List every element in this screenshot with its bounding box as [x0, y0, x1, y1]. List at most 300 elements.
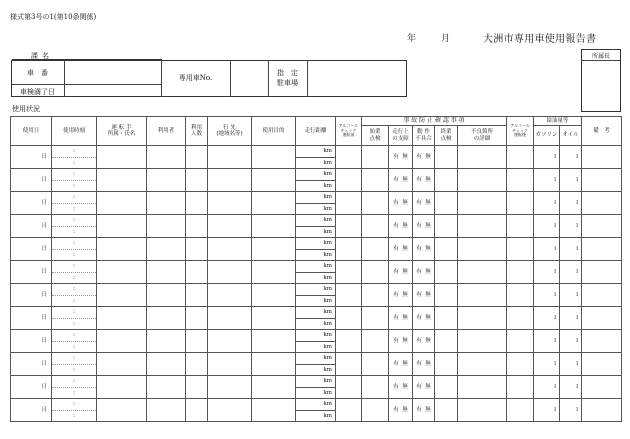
time-colon: :: [73, 194, 75, 201]
date-cell[interactable]: [11, 215, 52, 238]
distance-end-cell[interactable]: [296, 364, 336, 376]
purpose-cell[interactable]: [252, 169, 296, 192]
gas-cell[interactable]: [534, 399, 560, 422]
yes-option[interactable]: 有: [393, 291, 399, 298]
gas-cell[interactable]: [534, 330, 560, 353]
oil-cell[interactable]: [560, 146, 582, 169]
oil-cell[interactable]: [560, 284, 582, 307]
start-check-cell[interactable]: [362, 238, 389, 261]
purpose-cell[interactable]: [252, 238, 296, 261]
parking-field[interactable]: [309, 62, 405, 95]
no-option[interactable]: 無: [425, 176, 431, 183]
start-check-cell[interactable]: [362, 307, 389, 330]
alc-before-cell[interactable]: [336, 261, 362, 284]
oil-cell[interactable]: [560, 169, 582, 192]
no-option[interactable]: 無: [425, 314, 431, 321]
defect-cell[interactable]: [458, 399, 507, 422]
oil-cell[interactable]: [560, 238, 582, 261]
liter-unit: l: [576, 383, 578, 390]
liter-unit: l: [576, 314, 578, 321]
user-cell[interactable]: [147, 376, 186, 399]
distance-end-cell[interactable]: [296, 157, 336, 169]
alc-before-cell[interactable]: [336, 192, 362, 215]
purpose-cell[interactable]: [252, 261, 296, 284]
km-unit: km: [323, 378, 332, 385]
remarks-cell[interactable]: [582, 330, 622, 353]
malfunction-cell: [413, 376, 435, 399]
alc-after-cell[interactable]: [507, 238, 534, 261]
start-check-cell[interactable]: [362, 146, 389, 169]
yes-option[interactable]: 有: [393, 176, 399, 183]
time-end-cell[interactable]: [52, 364, 97, 376]
gas-cell[interactable]: [534, 146, 560, 169]
oil-cell[interactable]: [560, 376, 582, 399]
count-cell[interactable]: [186, 284, 208, 307]
remarks-cell[interactable]: [582, 192, 622, 215]
oil-cell[interactable]: [560, 192, 582, 215]
count-cell[interactable]: [186, 261, 208, 284]
dest-cell[interactable]: [208, 307, 252, 330]
dest-cell[interactable]: [208, 169, 252, 192]
yes-option[interactable]: 有: [416, 314, 422, 321]
yes-option[interactable]: 有: [393, 314, 399, 321]
no-option[interactable]: 無: [425, 245, 431, 252]
defect-cell[interactable]: [458, 330, 507, 353]
no-option[interactable]: 無: [425, 337, 431, 344]
oil-cell[interactable]: [560, 307, 582, 330]
section-field[interactable]: [70, 50, 160, 59]
distance-start-cell[interactable]: [296, 399, 336, 411]
liter-unit: l: [576, 199, 578, 206]
yes-option[interactable]: 有: [416, 406, 422, 413]
yes-option[interactable]: 有: [393, 153, 399, 160]
no-option[interactable]: 無: [425, 222, 431, 229]
alc-after-cell[interactable]: [507, 284, 534, 307]
driver-cell[interactable]: [97, 330, 147, 353]
alc-before-cell[interactable]: [336, 146, 362, 169]
alc-before-cell[interactable]: [336, 353, 362, 376]
remarks-cell[interactable]: [582, 215, 622, 238]
distance-start-cell[interactable]: [296, 192, 336, 204]
distance-end-cell[interactable]: [296, 272, 336, 284]
date-cell[interactable]: [11, 399, 52, 422]
count-cell[interactable]: [186, 192, 208, 215]
defect-cell[interactable]: [458, 215, 507, 238]
time-end-cell[interactable]: [52, 341, 97, 353]
time-colon: :: [73, 309, 75, 316]
distance-start-cell[interactable]: [296, 261, 336, 273]
distance-start-cell[interactable]: [296, 215, 336, 227]
purpose-cell[interactable]: [252, 376, 296, 399]
date-cell[interactable]: [11, 238, 52, 261]
end-check-cell[interactable]: [435, 307, 458, 330]
time-start-cell[interactable]: [52, 215, 97, 227]
driver-cell[interactable]: [97, 376, 147, 399]
purpose-cell[interactable]: [252, 399, 296, 422]
alc-before-cell[interactable]: [336, 399, 362, 422]
malfunction-cell: [413, 146, 435, 169]
user-cell[interactable]: [147, 284, 186, 307]
time-colon: :: [73, 159, 75, 166]
alc-after-cell[interactable]: [507, 376, 534, 399]
time-end-cell[interactable]: [52, 203, 97, 215]
table-row: [11, 169, 622, 181]
no-option[interactable]: 無: [402, 314, 408, 321]
driver-cell[interactable]: [97, 238, 147, 261]
count-cell[interactable]: [186, 146, 208, 169]
gas-cell[interactable]: [534, 353, 560, 376]
user-cell[interactable]: [147, 215, 186, 238]
no-option[interactable]: 無: [402, 176, 408, 183]
purpose-cell[interactable]: [252, 307, 296, 330]
start-check-cell[interactable]: [362, 330, 389, 353]
user-cell[interactable]: [147, 146, 186, 169]
remarks-cell[interactable]: [582, 399, 622, 422]
count-cell[interactable]: [186, 307, 208, 330]
date-cell[interactable]: [11, 376, 52, 399]
yes-option[interactable]: 有: [416, 383, 422, 390]
no-option[interactable]: 無: [402, 199, 408, 206]
start-check-cell[interactable]: [362, 284, 389, 307]
dest-cell[interactable]: [208, 215, 252, 238]
end-check-cell[interactable]: [435, 284, 458, 307]
start-check-cell[interactable]: [362, 376, 389, 399]
oil-cell[interactable]: [560, 399, 582, 422]
time-start-cell[interactable]: [52, 376, 97, 388]
remarks-cell[interactable]: [582, 146, 622, 169]
date-cell[interactable]: [11, 261, 52, 284]
end-check-cell[interactable]: [435, 330, 458, 353]
time-end-cell[interactable]: [52, 410, 97, 422]
date-cell[interactable]: [11, 146, 52, 169]
distance-end-cell[interactable]: [296, 387, 336, 399]
purpose-cell[interactable]: [252, 353, 296, 376]
defect-cell[interactable]: [458, 192, 507, 215]
no-option[interactable]: 無: [402, 268, 408, 275]
col-driver-1: 運 転 手: [111, 124, 132, 131]
alc-after-cell[interactable]: [507, 261, 534, 284]
purpose-cell[interactable]: [252, 215, 296, 238]
user-cell[interactable]: [147, 353, 186, 376]
yes-option[interactable]: 有: [393, 268, 399, 275]
no-option[interactable]: 無: [402, 383, 408, 390]
user-cell[interactable]: [147, 238, 186, 261]
inspection-field[interactable]: [66, 86, 160, 96]
alc-before-cell[interactable]: [336, 215, 362, 238]
count-cell[interactable]: [186, 238, 208, 261]
yes-option[interactable]: 有: [416, 199, 422, 206]
alc-after-cell[interactable]: [507, 169, 534, 192]
alc-after-cell[interactable]: [507, 215, 534, 238]
distance-start-cell[interactable]: [296, 353, 336, 365]
time-end-cell[interactable]: [52, 249, 97, 261]
time-start-cell[interactable]: [52, 330, 97, 342]
start-check-cell[interactable]: [362, 261, 389, 284]
driver-cell[interactable]: [97, 353, 147, 376]
defect-cell[interactable]: [458, 261, 507, 284]
remarks-cell[interactable]: [582, 238, 622, 261]
alc-after-cell[interactable]: [507, 330, 534, 353]
distance-end-cell[interactable]: [296, 226, 336, 238]
date-cell[interactable]: [11, 307, 52, 330]
end-check-cell[interactable]: [435, 399, 458, 422]
dest-cell[interactable]: [208, 192, 252, 215]
time-start-cell[interactable]: [52, 192, 97, 204]
alc-after-cell[interactable]: [507, 192, 534, 215]
col-malf-1: 動 作: [417, 129, 430, 136]
start-check-cell[interactable]: [362, 192, 389, 215]
distance-start-cell[interactable]: [296, 307, 336, 319]
no-option[interactable]: 無: [425, 360, 431, 367]
col-distance: 走行距離: [296, 117, 336, 146]
gas-cell[interactable]: [534, 169, 560, 192]
no-option[interactable]: 無: [402, 222, 408, 229]
dest-cell[interactable]: [208, 376, 252, 399]
gas-cell[interactable]: [534, 284, 560, 307]
km-unit: km: [323, 205, 332, 212]
table-row: [11, 146, 622, 158]
date-cell[interactable]: [11, 353, 52, 376]
yes-option[interactable]: 有: [393, 406, 399, 413]
alc-before-cell[interactable]: [336, 307, 362, 330]
no-option[interactable]: 無: [402, 406, 408, 413]
yes-option[interactable]: 有: [416, 176, 422, 183]
end-check-cell[interactable]: [435, 146, 458, 169]
col-driver-2: 所属・氏名: [107, 131, 136, 137]
start-check-cell[interactable]: [362, 399, 389, 422]
purpose-cell[interactable]: [252, 146, 296, 169]
km-unit: km: [323, 401, 332, 408]
km-unit: km: [323, 332, 332, 339]
purpose-cell[interactable]: [252, 330, 296, 353]
alc-before-cell[interactable]: [336, 169, 362, 192]
defect-cell[interactable]: [458, 284, 507, 307]
distance-start-cell[interactable]: [296, 330, 336, 342]
dest-cell[interactable]: [208, 238, 252, 261]
defect-cell[interactable]: [458, 307, 507, 330]
end-check-cell[interactable]: [435, 192, 458, 215]
time-start-cell[interactable]: [52, 399, 97, 411]
alc-after-cell[interactable]: [507, 307, 534, 330]
yes-option[interactable]: 有: [393, 222, 399, 229]
gas-cell[interactable]: [534, 376, 560, 399]
time-end-cell[interactable]: [52, 387, 97, 399]
start-check-cell[interactable]: [362, 353, 389, 376]
distance-end-cell[interactable]: [296, 318, 336, 330]
time-end-cell[interactable]: [52, 318, 97, 330]
date-cell[interactable]: [11, 330, 52, 353]
user-cell[interactable]: [147, 399, 186, 422]
distance-start-cell[interactable]: [296, 376, 336, 388]
user-cell[interactable]: [147, 261, 186, 284]
defect-cell[interactable]: [458, 238, 507, 261]
purpose-cell[interactable]: [252, 192, 296, 215]
date-cell[interactable]: [11, 169, 52, 192]
distance-start-cell[interactable]: [296, 146, 336, 158]
remarks-cell[interactable]: [582, 169, 622, 192]
end-check-cell[interactable]: [435, 376, 458, 399]
time-start-cell[interactable]: [52, 307, 97, 319]
no-option[interactable]: 無: [425, 199, 431, 206]
report-title: 大洲市専用車使用報告書: [483, 34, 597, 45]
time-end-cell[interactable]: [52, 157, 97, 169]
no-option[interactable]: 無: [425, 383, 431, 390]
distance-end-cell[interactable]: [296, 410, 336, 422]
alc-before-cell[interactable]: [336, 284, 362, 307]
date-unit: 日: [41, 176, 47, 183]
alc-before-cell[interactable]: [336, 376, 362, 399]
dest-cell[interactable]: [208, 284, 252, 307]
count-cell[interactable]: [186, 215, 208, 238]
oil-cell[interactable]: [560, 215, 582, 238]
count-cell[interactable]: [186, 330, 208, 353]
no-option[interactable]: 無: [425, 268, 431, 275]
time-end-cell[interactable]: [52, 226, 97, 238]
distance-start-cell[interactable]: [296, 238, 336, 250]
time-start-cell[interactable]: [52, 353, 97, 365]
vehicle-no-field[interactable]: [232, 62, 267, 95]
table-row: [11, 353, 622, 365]
yes-option[interactable]: 有: [416, 360, 422, 367]
yes-option[interactable]: 有: [393, 199, 399, 206]
dest-cell[interactable]: [208, 146, 252, 169]
purpose-cell[interactable]: [252, 284, 296, 307]
alc-before-cell[interactable]: [336, 238, 362, 261]
yes-option[interactable]: 有: [416, 268, 422, 275]
remarks-cell[interactable]: [582, 353, 622, 376]
gas-cell[interactable]: [534, 215, 560, 238]
end-check-cell[interactable]: [435, 169, 458, 192]
remarks-cell[interactable]: [582, 261, 622, 284]
defect-cell[interactable]: [458, 146, 507, 169]
gas-cell[interactable]: [534, 192, 560, 215]
no-option[interactable]: 無: [402, 153, 408, 160]
no-option[interactable]: 無: [402, 337, 408, 344]
alc-after-cell[interactable]: [507, 399, 534, 422]
driver-cell[interactable]: [97, 146, 147, 169]
driver-cell[interactable]: [97, 192, 147, 215]
distance-end-cell[interactable]: [296, 249, 336, 261]
yes-option[interactable]: 有: [393, 245, 399, 252]
alc-after-cell[interactable]: [507, 353, 534, 376]
no-option[interactable]: 無: [425, 153, 431, 160]
date-unit: 日: [41, 245, 47, 252]
remarks-cell[interactable]: [582, 284, 622, 307]
no-option[interactable]: 無: [402, 245, 408, 252]
yes-option[interactable]: 有: [416, 291, 422, 298]
dest-cell[interactable]: [208, 353, 252, 376]
defect-cell[interactable]: [458, 376, 507, 399]
malfunction-cell: [413, 215, 435, 238]
end-check-cell[interactable]: [435, 215, 458, 238]
alc-before-cell[interactable]: [336, 330, 362, 353]
user-cell[interactable]: [147, 307, 186, 330]
date-cell[interactable]: [11, 192, 52, 215]
yes-option[interactable]: 有: [393, 360, 399, 367]
distance-start-cell[interactable]: [296, 169, 336, 181]
driver-cell[interactable]: [97, 215, 147, 238]
time-start-cell[interactable]: [52, 169, 97, 181]
yes-option[interactable]: 有: [416, 153, 422, 160]
dest-cell[interactable]: [208, 399, 252, 422]
km-unit: km: [323, 251, 332, 258]
yes-option[interactable]: 有: [416, 337, 422, 344]
count-cell[interactable]: [186, 376, 208, 399]
time-end-cell[interactable]: [52, 295, 97, 307]
distance-start-cell[interactable]: [296, 284, 336, 296]
dest-cell[interactable]: [208, 261, 252, 284]
driver-cell[interactable]: [97, 399, 147, 422]
liter-unit: l: [554, 406, 556, 413]
distance-end-cell[interactable]: [296, 295, 336, 307]
time-start-cell[interactable]: [52, 261, 97, 273]
start-check-cell[interactable]: [362, 215, 389, 238]
time-end-cell[interactable]: [52, 272, 97, 284]
distance-end-cell[interactable]: [296, 203, 336, 215]
yes-option[interactable]: 有: [393, 383, 399, 390]
end-check-cell[interactable]: [435, 261, 458, 284]
time-end-cell[interactable]: [52, 180, 97, 192]
col-safety-group: 事 故 防 止 確 認 事 項: [362, 117, 507, 126]
driver-cell[interactable]: [97, 284, 147, 307]
drive-issue-cell: [389, 146, 413, 169]
no-option[interactable]: 無: [402, 360, 408, 367]
yes-option[interactable]: 有: [416, 222, 422, 229]
km-unit: km: [323, 366, 332, 373]
no-option[interactable]: 無: [402, 291, 408, 298]
col-fuel-group: 給油量等: [534, 117, 582, 126]
dest-cell[interactable]: [208, 330, 252, 353]
driver-cell[interactable]: [97, 169, 147, 192]
defect-cell[interactable]: [458, 169, 507, 192]
end-check-cell[interactable]: [435, 238, 458, 261]
time-start-cell[interactable]: [52, 284, 97, 296]
driver-cell[interactable]: [97, 261, 147, 284]
oil-cell[interactable]: [560, 330, 582, 353]
time-start-cell[interactable]: [52, 146, 97, 158]
count-cell[interactable]: [186, 353, 208, 376]
yes-option[interactable]: 有: [416, 245, 422, 252]
driver-cell[interactable]: [97, 307, 147, 330]
date-cell[interactable]: [11, 284, 52, 307]
user-cell[interactable]: [147, 330, 186, 353]
oil-cell[interactable]: [560, 261, 582, 284]
time-colon: :: [73, 355, 75, 362]
plate-field[interactable]: [66, 62, 160, 83]
no-option[interactable]: 無: [425, 406, 431, 413]
defect-cell[interactable]: [458, 353, 507, 376]
alc-after-cell[interactable]: [507, 146, 534, 169]
end-check-cell[interactable]: [435, 353, 458, 376]
col-count-1: 利用: [190, 124, 202, 131]
user-cell[interactable]: [147, 169, 186, 192]
yes-option[interactable]: 有: [393, 337, 399, 344]
distance-end-cell[interactable]: [296, 180, 336, 192]
gas-cell[interactable]: [534, 307, 560, 330]
start-check-cell[interactable]: [362, 169, 389, 192]
gas-cell[interactable]: [534, 238, 560, 261]
count-cell[interactable]: [186, 169, 208, 192]
count-cell[interactable]: [186, 399, 208, 422]
user-cell[interactable]: [147, 192, 186, 215]
time-start-cell[interactable]: [52, 238, 97, 250]
no-option[interactable]: 無: [425, 291, 431, 298]
oil-cell[interactable]: [560, 353, 582, 376]
remarks-cell[interactable]: [582, 307, 622, 330]
distance-end-cell[interactable]: [296, 341, 336, 353]
gas-cell[interactable]: [534, 261, 560, 284]
remarks-cell[interactable]: [582, 376, 622, 399]
